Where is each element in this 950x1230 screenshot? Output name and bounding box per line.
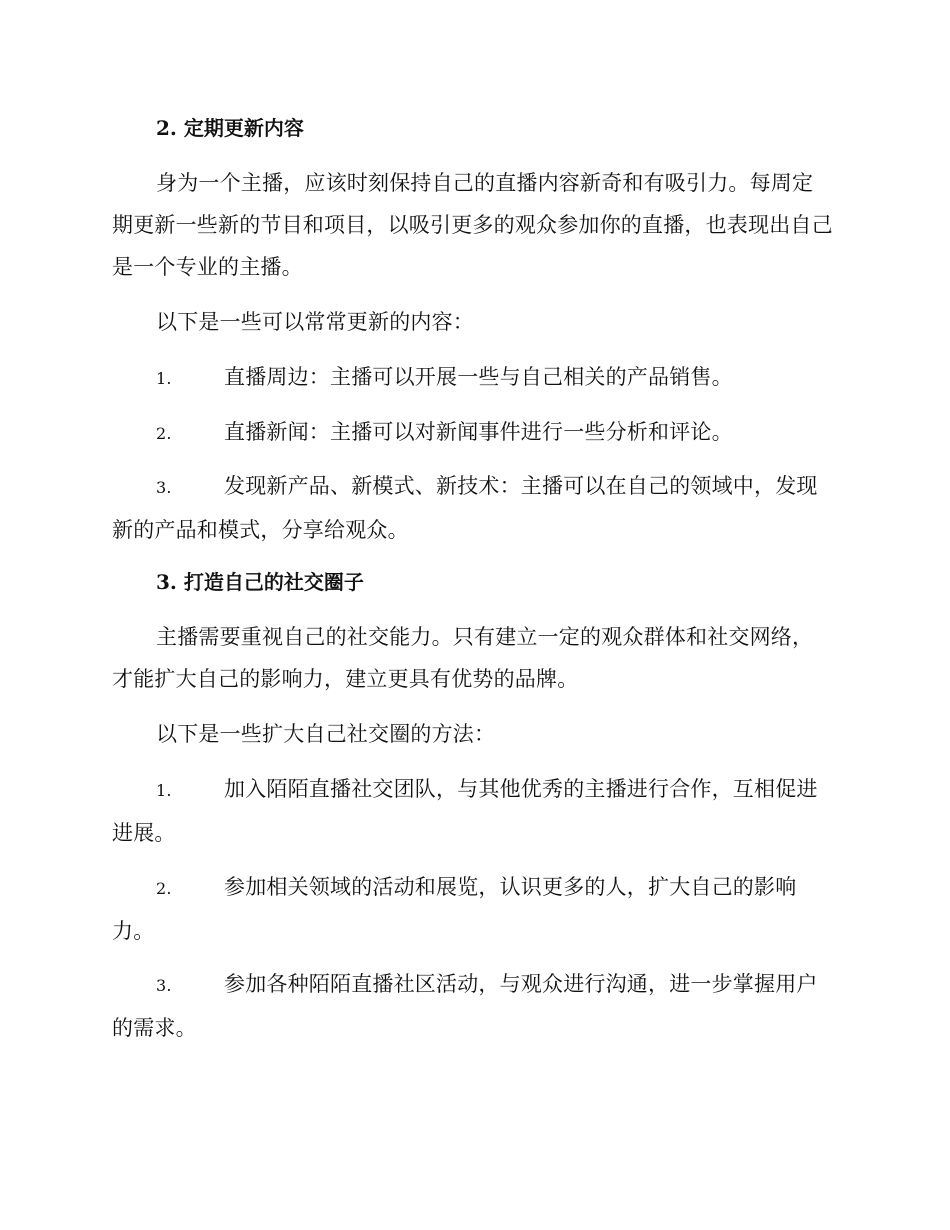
list-number: 1. [156,369,172,388]
section-heading: 3. 打造自己的社交圈子 [156,570,364,594]
list-text: 参加相关领域的活动和展览，认识更多的人，扩大自己的影响力。 [112,875,797,943]
list-text: 直播周边：主播可以开展一些与自己相关的产品销售。 [224,365,733,389]
list-text: 发现新产品、新模式、新技术：主播可以在自己的领域中，发现新的产品和模式，分享给观众。 [112,474,818,542]
list-number: 2. [156,424,172,443]
list-item [112,465,834,551]
list-number: 2. [156,879,172,898]
list-item [112,356,834,400]
paragraph: 身为一个主播，应该时刻保持自己的直播内容新奇和有吸引力。每周定期更新一些新的节目和项目，以吸引更多的观众参加你的直播，也表现出自己是一个专业的主播。 [112,171,833,279]
list-number: 3. [156,976,172,995]
list-text: 加入陌陌直播社交团队，与其他优秀的主播进行合作，互相促进进展。 [112,777,818,845]
list-text: 直播新闻：主播可以对新闻事件进行一些分析和评论。 [224,420,733,444]
list-item [112,866,834,952]
list-number: 3. [156,478,172,497]
list-text: 参加各种陌陌直播社区活动，与观众进行沟通，进一步掌握用户的需求。 [112,972,818,1040]
section-heading: 2. 定期更新内容 [156,116,304,140]
list-number: 1. [156,781,172,800]
list-item [112,411,834,455]
paragraph: 以下是一些可以常常更新的内容： [156,310,474,334]
list-item [112,963,834,1049]
paragraph: 以下是一些扩大自己社交圈的方法： [156,722,496,746]
list-item [112,768,834,854]
paragraph: 主播需要重视自己的社交能力。只有建立一定的观众群体和社交网络，才能扩大自己的影响力，建立更具有优势的品牌。 [112,625,814,691]
